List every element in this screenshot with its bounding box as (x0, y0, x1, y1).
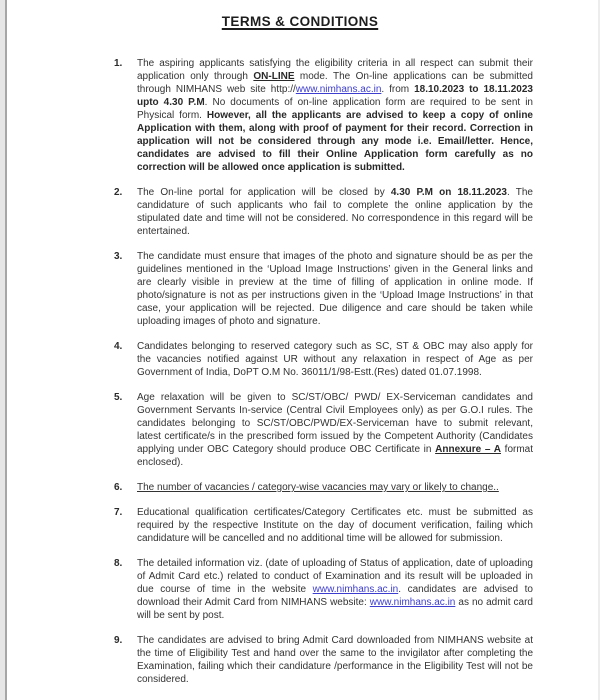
term-text-segment: Candidates belonging to reserved category such as SC, ST & OBC may also apply for the vacancies notified against UR without any relaxation in respect of Age as per Government of India, DoPT O.M No. 36011/1/98-Estt.(Res) dated 01.07.1998. (137, 341, 533, 378)
term-text (137, 57, 533, 174)
term-item-5 (114, 391, 533, 469)
term-number: 9. (114, 635, 123, 646)
term-text-segment: The number of vacancies / category-wise vacancies may vary or likely to change.. (137, 482, 499, 493)
term-number: 3. (114, 251, 123, 262)
term-item-9 (114, 634, 533, 686)
page-left-edge (0, 0, 7, 700)
page-title: TERMS & CONDITIONS (221, 14, 379, 29)
term-number: 5. (114, 392, 123, 403)
term-item-8 (114, 557, 533, 622)
term-text-segment: mode. The On-line applications can be submitted through NIMHANS web site http:// (137, 71, 533, 95)
term-text-segment: The candidates are advised to bring Admit Card downloaded from NIMHANS website at the time of Eligibility Test and hand over the same to the invigilator after completing the Examination, failing which their candidature /performance in the Eligibility Test will not be considered. (137, 635, 533, 685)
term-text (137, 250, 533, 328)
terms-list (114, 57, 533, 698)
term-number: 8. (114, 558, 123, 569)
term-number: 6. (114, 482, 123, 493)
term-text-segment: . from (381, 84, 415, 95)
term-text-segment: Educational qualification certificates/Category Certificates etc. must be submitted as required by the respective Institute on the day of document verification, failing which candidature will be cancelled and no additional time will be allowed for submission. (137, 507, 533, 544)
term-number: 4. (114, 341, 123, 352)
term-number: 2. (114, 187, 123, 198)
term-text-segment: as no admit card will be sent by post. (137, 597, 533, 621)
term-item-7 (114, 506, 533, 545)
term-text-segment: format enclosed). (137, 444, 534, 468)
term-text-segment: The aspiring applicants satisfying the eligibility criteria in all respect can submit their application only through (137, 58, 533, 82)
term-text-segment: ON-LINE (253, 71, 295, 82)
term-item-2 (114, 186, 533, 238)
term-item-1 (114, 57, 533, 174)
term-text (137, 634, 533, 686)
term-number: 7. (114, 507, 123, 518)
term-text-segment: . The candidature of such applicants who fail to complete the online application by the stipulated date and time will not be considered. No correspondence in this regard will be entertained. (137, 187, 533, 237)
term-text (137, 481, 533, 494)
term-text (137, 506, 533, 545)
term-text-segment: Age relaxation will be given to SC/ST/OBC/ PWD/ EX-Serviceman candidates and Government Servants In-service (Central Civil Employees only) as per G.O.I rules. The candidates belonging to SC/ST/OBC/PWD/EX-Serviceman have to submit relevant, latest certificate/s in the prescribed form issued by the Competent Authority (Candidates applying under OBC Category should produce OBC Certificate in (137, 392, 533, 455)
term-text-segment: 18.10.2023 to 18.11.2023 upto 4.30 P.M (137, 84, 533, 108)
term-text (137, 391, 533, 469)
term-text-segment: The detailed information viz. (date of uploading of Status of application, date of uploading of Admit Card etc.) related to conduct of Examination and its result will be uploaded in due course of time in the website (137, 558, 533, 595)
term-text-segment: 4.30 P.M on 18.11.2023 (390, 187, 507, 198)
term-item-6 (114, 481, 533, 494)
term-item-4 (114, 340, 533, 379)
nimhans-website-link[interactable]: www.nimhans.ac.in (369, 597, 456, 608)
term-text (137, 557, 533, 622)
term-number: 1. (114, 58, 123, 69)
term-text-segment: . candidates are advised to download their Admit Card from NIMHANS website: (137, 584, 533, 608)
term-text-segment: However, all the applicants are advised to keep a copy of online Application with them, along with proof of payment for their record. Correction in application will not be considered through any mode i.e. Email/letter. Hence, candidates are advised to fill their Online Application form carefully as no correction will be allowed once application is submitted. (137, 110, 533, 173)
term-item-3 (114, 250, 533, 328)
nimhans-website-link[interactable]: www.nimhans.ac.in (312, 584, 399, 595)
term-text-segment: Annexure – A (435, 444, 501, 455)
term-text-segment: The candidate must ensure that images of the photo and signature should be as per the guidelines mentioned in the ‘Upload Image Instructions’ given in the General links and are clearly visible in preview at the time of filling of application in online mode. If photo/signature is not as per instructions given in the ‘Upload Image Instructions’ in that case, your application will be rejected. Due diligence and care should be taken while uploading images of photo and signature. (137, 251, 533, 327)
nimhans-website-link[interactable]: www.nimhans.ac.in (295, 84, 382, 95)
term-text-segment: The On-line portal for application will be closed by (137, 187, 391, 198)
term-text (137, 340, 533, 379)
term-text (137, 186, 533, 238)
term-text-segment: . No documents of on-line application form are required to be sent in Physical form. (137, 97, 533, 121)
